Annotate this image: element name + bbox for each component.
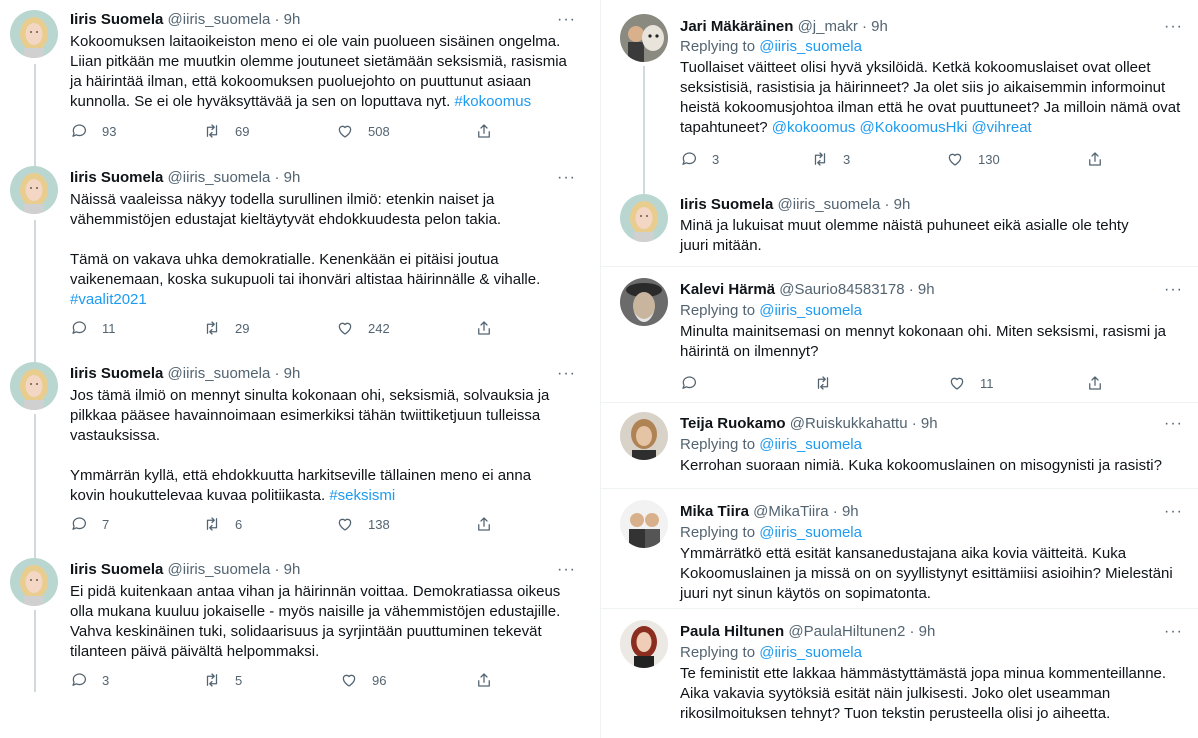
more-options-icon[interactable]: ··· [557,365,576,382]
reply-icon [70,671,88,689]
retweet-button[interactable] [203,514,242,534]
reply-count: 11 [102,320,116,336]
retweet-count: 5 [235,672,243,688]
author-handle[interactable]: @PaulaHiltunen2 [788,623,906,640]
heart-icon [336,319,354,337]
avatar-photo-icon [620,278,668,326]
timestamp[interactable]: 9h [283,561,301,578]
replying-to [680,301,862,321]
heart-icon [948,374,966,392]
tweet-text-content: Ymmärrätkö että esität kansanedustajana aika kovia väitteitä. Kuka Kokoomuslainen ja missä on on syyllistynyt esittämiisi asioihin? Mielestäni juuri nyt sinun käytös on sopimatonta. [680,545,1177,602]
reply-button[interactable] [680,373,712,393]
more-options-icon[interactable]: ··· [1164,415,1183,432]
tweet-text [680,544,1185,604]
avatar-photo-icon [10,362,58,410]
tweet-text-content: Minulta mainitsemasi on mennyt kokonaan ohi. Miten seksismi, rasismi ja häirintä on ilmennyt? [680,323,1171,360]
author-name[interactable]: Kalevi Härmä [680,281,776,298]
avatar-photo-icon [10,10,58,58]
hashtag-link[interactable]: #kokoomus [454,93,532,110]
separator-dot: · [884,196,890,213]
replying-to-label: Replying to [680,302,760,319]
replies-column [600,0,1198,738]
author-name[interactable]: Mika Tiira [680,503,749,520]
tweet-header [680,280,935,300]
retweet-count: 3 [843,151,851,167]
retweet-icon [811,150,829,168]
tweet-text [70,582,570,662]
like-button[interactable] [336,318,390,338]
retweet-button[interactable] [811,149,850,169]
tweet-text-content: Näissä vaaleissa näkyy todella surullinen ilmiö: etenkin naiset ja vähemmistöjen edustajat kieltäytyvät ehdokkuudesta pelon takia. Tämä on vakava uhka demokratialle. Kenenkään ei pitäisi joutua vaikenemaan, koska sukupuoli tai ihonväri altistaa häirinnälle & vihalle. [70,191,541,288]
tweet-header [70,168,300,188]
tweet-text [70,190,570,310]
author-handle[interactable]: @iiris_suomela [777,196,881,213]
thread-connector-line [34,64,36,168]
avatar[interactable] [10,362,58,410]
thread-connector-line [34,414,36,558]
author-name[interactable]: Iiris Suomela [70,11,164,28]
avatar[interactable] [620,412,668,460]
reply-count: 93 [102,123,117,139]
replying-to [680,643,862,663]
author-name[interactable]: Jari Mäkäräinen [680,18,794,35]
avatar[interactable] [620,500,668,548]
author-handle[interactable]: @iiris_suomela [167,365,271,382]
reply-button[interactable] [70,121,116,141]
retweet-count: 6 [235,516,243,532]
separator-dot: · [274,11,280,28]
divider [601,266,1198,267]
like-button[interactable] [340,670,386,690]
tweet-text [680,216,1160,256]
reply-icon [680,374,698,392]
tweet-header [680,502,859,522]
mention-link[interactable]: @iiris_suomela [759,302,862,319]
mention-link[interactable]: @iiris_suomela [759,436,862,453]
author-handle[interactable]: @MikaTiira [753,503,829,520]
share-button[interactable] [475,318,493,338]
timestamp[interactable]: 9h [920,415,938,432]
share-icon [1086,374,1104,392]
timestamp[interactable]: 9h [841,503,859,520]
tweet-header [680,414,938,434]
timestamp[interactable]: 9h [893,196,911,213]
author-name[interactable]: Iiris Suomela [70,561,164,578]
tweet-actions [680,373,1110,393]
author-handle[interactable]: @j_makr [797,18,858,35]
tweet-text [70,386,570,506]
retweet-icon [203,122,221,140]
retweet-button[interactable] [814,373,846,393]
like-button[interactable] [336,121,390,141]
heart-icon [946,150,964,168]
retweet-icon [814,374,832,392]
like-count: 96 [372,672,387,688]
author-handle[interactable]: @Ruiskukkahattu [789,415,908,432]
separator-dot: · [274,561,280,578]
thread-column [0,0,592,738]
separator-dot: · [908,281,914,298]
timestamp[interactable]: 9h [918,623,936,640]
timestamp[interactable]: 9h [283,365,301,382]
author-handle[interactable]: @iiris_suomela [167,11,271,28]
retweet-count: 29 [235,320,250,336]
hashtag-link[interactable]: #seksismi [329,487,396,504]
timestamp[interactable]: 9h [283,11,301,28]
avatar[interactable] [10,10,58,58]
reply-button[interactable] [680,149,719,169]
replying-to [680,37,862,57]
tweet-header [70,10,300,30]
replying-to-label: Replying to [680,38,760,55]
avatar[interactable] [620,278,668,326]
reply-icon [70,122,88,140]
author-name[interactable]: Iiris Suomela [70,169,164,186]
more-options-icon[interactable]: ··· [1164,503,1183,520]
share-button[interactable] [475,121,493,141]
tweet-text-content: Kokoomuksen laitaoikeiston meno ei ole vain puolueen sisäinen ongelma. Liian pitkään me muutkin olemme joutuneet sietämään seksismiä, rasismia ja häirintää ilman, että kokoomuksen puoluejohto on puuttunut asiaan kunnolla. Se ei ole hyväksyttävää ja sen on loputtava nyt. [70,33,572,110]
replying-to [680,523,862,543]
share-button[interactable] [475,514,493,534]
retweet-icon [203,671,221,689]
tweet-text-content: Kerrohan suoraan nimiä. Kuka kokoomuslainen on misogynisti ja rasisti? [680,457,1162,474]
tweet-text [680,58,1185,138]
avatar[interactable] [10,166,58,214]
like-count: 508 [368,123,390,139]
author-name[interactable]: Iiris Suomela [680,196,774,213]
tweet-text-content: Jos tämä ilmiö on mennyt sinulta kokonaan ohi, seksismiä, solvauksia ja pilkkaa pääsee havainnoimaan esimerkiksi tähän twiittiketjuun tulleissa vastauksissa. Ymmärrän kyllä, että ehdokkuutta harkitseville tällainen meno ei anna kovin houkuttelevaa kuvaa politiikasta. [70,387,550,504]
avatar[interactable] [620,620,668,668]
tweet-actions [70,514,500,534]
like-count: 138 [368,516,390,532]
reply-icon [680,150,698,168]
divider [601,488,1198,489]
avatar-photo-icon [620,620,668,668]
retweet-icon [203,515,221,533]
heart-icon [336,122,354,140]
tweet-actions [70,670,500,690]
avatar-photo-icon [620,14,668,62]
thread-connector-line [34,220,36,362]
reply-count: 3 [712,151,720,167]
like-button[interactable] [948,373,994,393]
share-button[interactable] [1086,373,1104,393]
more-options-icon[interactable]: ··· [557,561,576,578]
reply-icon [70,319,88,337]
avatar-photo-icon [10,558,58,606]
timestamp[interactable]: 9h [871,18,888,35]
more-options-icon[interactable]: ··· [557,169,576,186]
mention-link[interactable]: @iiris_suomela [759,38,862,55]
more-options-icon[interactable]: ··· [1164,18,1183,35]
author-name[interactable]: Teija Ruokamo [680,415,786,432]
reply-count: 3 [102,672,110,688]
reply-button[interactable] [70,318,116,338]
avatar-photo-icon [10,166,58,214]
reply-icon [70,515,88,533]
separator-dot: · [861,18,867,35]
tweet-header [680,622,935,642]
replying-to-label: Replying to [680,436,760,453]
thread-connector-line [34,610,36,692]
mention-link[interactable]: @iiris_suomela [759,644,862,661]
tweet-header [70,560,300,580]
avatar[interactable] [10,558,58,606]
divider [601,608,1198,609]
retweet-button[interactable] [203,121,249,141]
separator-dot: · [911,415,917,432]
author-handle[interactable]: @Saurio84583178 [779,281,905,298]
share-button[interactable] [1086,149,1104,169]
like-count: 130 [978,151,1000,167]
replying-to-label: Replying to [680,644,760,661]
more-options-icon[interactable]: ··· [1164,281,1183,298]
share-icon [1086,150,1104,168]
tweet-text [70,32,570,112]
tweet-text-content: Te feministit ette lakkaa hämmästyttämästä jopa minua kommenteillanne. Aika vakavia syytöksiä esität näin julkisesti. Joko olet useamman rikosilmoituksen tehnyt? Tuon tekstin perusteella olisi jo aiheetta. [680,665,1170,722]
tweet-text [680,322,1185,362]
share-icon [475,671,493,689]
divider [601,402,1198,403]
share-button[interactable] [475,670,493,690]
author-name[interactable]: Iiris Suomela [70,365,164,382]
separator-dot: · [274,169,280,186]
avatar[interactable] [620,194,668,242]
replying-to-label: Replying to [680,524,760,541]
retweet-count: 69 [235,123,250,139]
tweet-header [680,195,910,215]
retweet-icon [203,319,221,337]
timestamp[interactable]: 9h [917,281,935,298]
like-count: 11 [980,375,994,391]
share-icon [475,122,493,140]
retweet-button[interactable] [203,318,249,338]
avatar-photo-icon [620,412,668,460]
tweet-text [680,456,1185,476]
more-options-icon[interactable]: ··· [557,11,576,28]
reply-button[interactable] [70,514,109,534]
heart-icon [336,515,354,533]
separator-dot: · [274,365,280,382]
mention-link[interactable]: @kokoomus @KokoomusHki @vihreat [771,119,1032,136]
tweet-header [70,364,300,384]
tweet-text-content: Tuollaiset väitteet olisi hyvä yksilöidä. Ketkä kokoomuslaiset ovat olleet seksistisiä, rasistisia ja häirinneet? Ja olet siis jo aikaisemmin informoinut heistä kokoomusjohtoa ilman että he ovat puuttuneet? Ja milloin nämä ovat tapahtuneet? [680,59,1185,136]
tweet-header [680,17,888,37]
separator-dot: · [909,623,915,640]
like-count: 242 [368,320,390,336]
retweet-button[interactable] [203,670,242,690]
author-name[interactable]: Paula Hiltunen [680,623,785,640]
more-options-icon[interactable]: ··· [1164,623,1183,640]
author-handle[interactable]: @iiris_suomela [167,561,271,578]
like-button[interactable] [336,514,390,534]
tweet-text [680,664,1185,724]
reply-count: 7 [102,516,110,532]
separator-dot: · [832,503,838,520]
heart-icon [340,671,358,689]
thread-connector-line [643,66,645,194]
share-icon [475,319,493,337]
tweet-text-content: Ei pidä kuitenkaan antaa vihan ja häirinnän voittaa. Demokratiassa oikeus olla mukana kuuluu jokaiselle - myös naisille ja vähemmistöjen edustajille. Vahva keskinäinen tuki, solidaarisuus ja syrjintään puuttuminen tekevät tilanteen päivä päivältä helpommaksi. [70,583,565,660]
tweet-actions [680,149,1110,169]
avatar[interactable] [620,14,668,62]
avatar-photo-icon [620,500,668,548]
hashtag-link[interactable]: #vaalit2021 [70,291,147,308]
reply-button[interactable] [70,670,109,690]
avatar-photo-icon [620,194,668,242]
like-button[interactable] [946,149,1000,169]
tweet-actions [70,318,500,338]
tweet-actions [70,121,500,141]
tweet-text-content: Minä ja lukuisat muut olemme näistä puhuneet eikä asialle ole tehty juuri mitään. [680,217,1133,254]
author-handle[interactable]: @iiris_suomela [167,169,271,186]
replying-to [680,435,862,455]
timestamp[interactable]: 9h [283,169,301,186]
mention-link[interactable]: @iiris_suomela [759,524,862,541]
share-icon [475,515,493,533]
